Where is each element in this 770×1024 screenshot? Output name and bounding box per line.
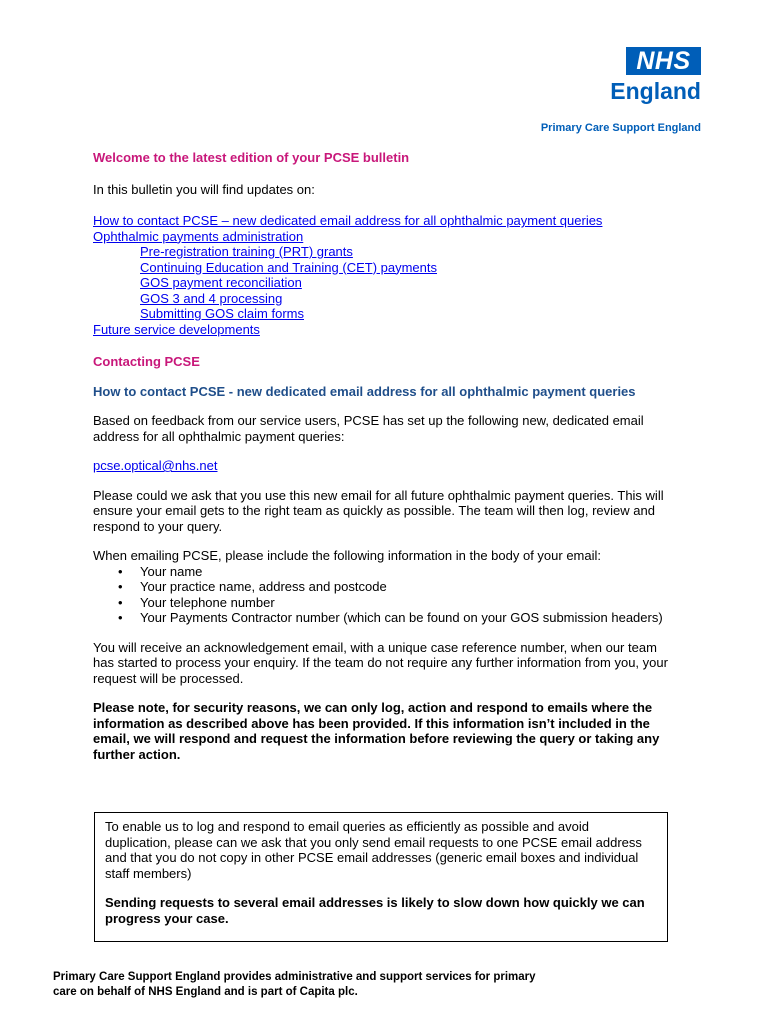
toc-link-gos-processing[interactable]: GOS 3 and 4 processing — [140, 290, 283, 306]
footer-text: Primary Care Support England provides administrative and support services for primary care on behalf of NHS England and is part of Capita plc. — [53, 971, 536, 998]
paragraph-use-email: Please could we ask that you use this new email for all future ophthalmic payment queries. This will ensure your email gets to the right team as quickly as possible. The team will then log, review and respond to your query. — [93, 487, 664, 534]
bulletin-title: Welcome to the latest edition of your PCSE bulletin — [93, 150, 410, 165]
email-guidance-box — [94, 812, 668, 942]
nhs-logo-subtitle: Primary Care Support England — [540, 122, 701, 134]
list-item: • Your telephone number — [140, 595, 673, 611]
list-item: • Your name — [140, 564, 673, 580]
nhs-logo-box: NHS — [626, 47, 701, 75]
bulletin-content — [93, 150, 673, 762]
paragraph-acknowledgement: You will receive an acknowledgement email, with a unique case reference number, when our team has started to process your enquiry. If the team do not require any further information from you, your request will be processed. — [93, 639, 668, 686]
section-heading: Contacting PCSE — [93, 354, 200, 369]
guidance-bold-text: Sending requests to several email addresses is likely to slow down how quickly we can progress your case. — [105, 895, 645, 926]
info-bullet-list — [93, 564, 673, 626]
toc-link-prt-grants[interactable]: Pre-registration training (PRT) grants — [140, 244, 353, 259]
paragraph-feedback: Based on feedback from our service users, PCSE has set up the following new, dedicated email address for all ophthalmic payment queries: — [93, 413, 644, 444]
toc-link-ophthalmic-payments[interactable]: Ophthalmic payments administration — [93, 228, 304, 244]
bulletin-lead: In this bulletin you will find updates on: — [93, 181, 315, 197]
security-notice: Please note, for security reasons, we can only log, action and respond to emails where the information as described above has been provided. If this information isn’t included in the email, we will respond and request the information before reviewing the query or taking any further action. — [93, 700, 660, 762]
toc-link-contact[interactable]: How to contact PCSE – new dedicated email address for all ophthalmic payment queries — [93, 213, 603, 228]
list-item: • Your practice name, address and postcode — [140, 579, 673, 595]
table-of-contents — [93, 213, 673, 337]
toc-link-cet-payments[interactable]: Continuing Education and Training (CET) payments — [140, 259, 437, 275]
toc-link-gos-claim-forms[interactable]: Submitting GOS claim forms — [140, 306, 304, 321]
nhs-logo-england: England — [610, 78, 701, 104]
toc-link-gos-reconciliation[interactable]: GOS payment reconciliation — [140, 275, 302, 290]
toc-link-future-developments[interactable]: Future service developments — [93, 321, 260, 337]
section-subheading: How to contact PCSE - new dedicated email address for all ophthalmic payment queries — [93, 383, 636, 399]
email-link[interactable]: pcse.optical@nhs.net — [93, 458, 218, 473]
paragraph-include-info: When emailing PCSE, please include the following information in the body of your email: — [93, 548, 601, 563]
guidance-text: To enable us to log and respond to email queries as efficiently as possible and avoid duplication, please can we ask that you only send email requests to one PCSE email address and that you do not copy in other PCSE email addresses (generic email boxes and individual staff members) — [105, 819, 642, 881]
list-item: • Your Payments Contractor number (which can be found on your GOS submission headers) — [140, 610, 673, 626]
